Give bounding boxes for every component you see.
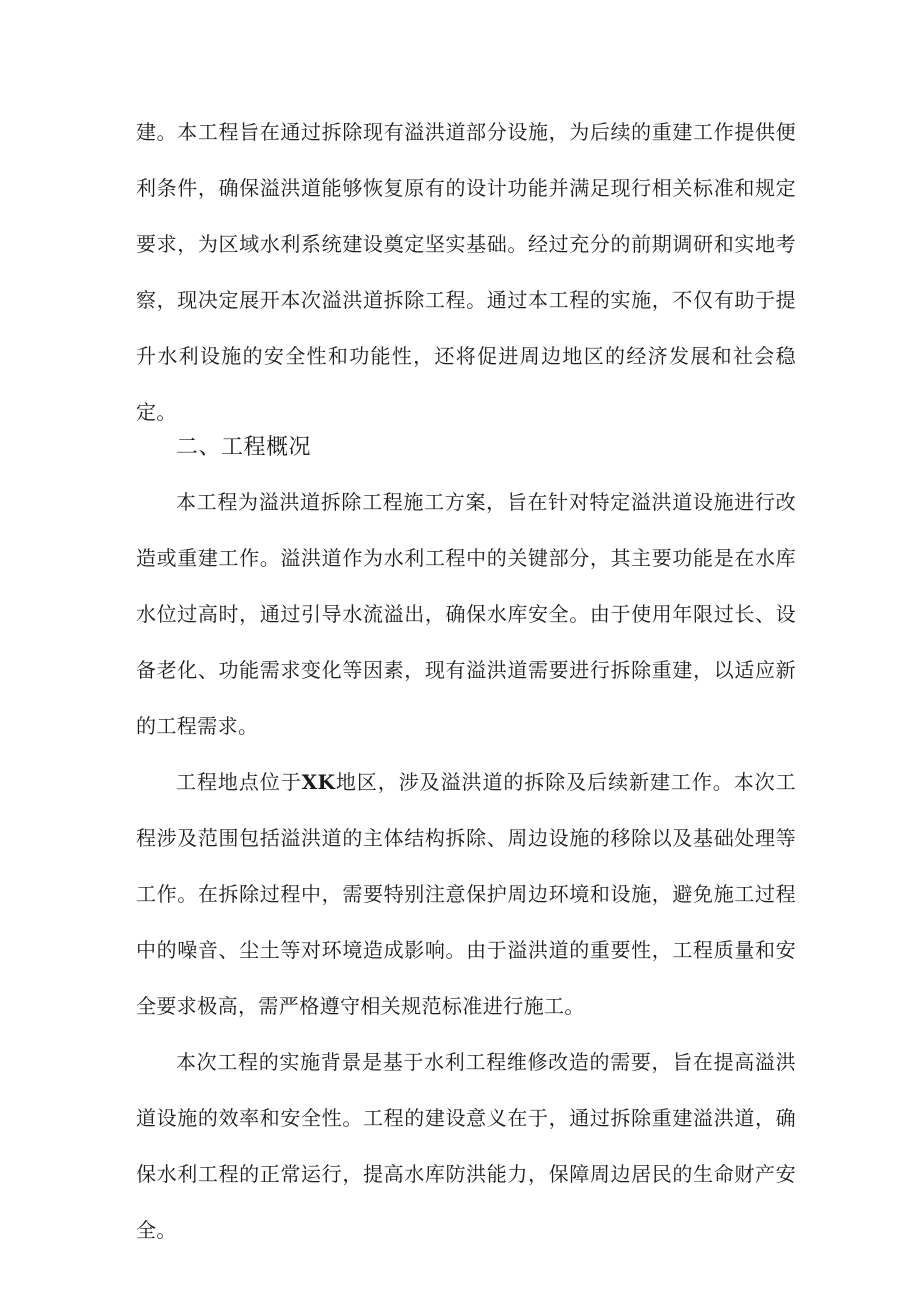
overview-text-block-1 xyxy=(136,474,796,754)
intro-paragraph: 建。本工程旨在通过拆除现有溢洪道部分设施，为后续的重建工作提供便利条件，确保溢洪道能够恢复原有的设计功能并满足现行相关标准和规定要求，为区域水利系统建设奠定坚实基础。经过充分的前期调研和实地考察，现决定展开本次溢洪道拆除工程。通过本工程的实施，不仅有助于提升水利设施的安全性和功能性，还将促进周边地区的经济发展和社会稳定。 xyxy=(136,120,796,424)
section-heading: 二、工程概况 xyxy=(176,435,312,460)
location-code: XK xyxy=(301,770,336,794)
paragraph-2-prefix: 工程地点位于 xyxy=(176,770,302,794)
overview-text-block-3 xyxy=(136,1034,796,1258)
intro-text-block xyxy=(136,104,796,440)
overview-paragraph-1: 本工程为溢洪道拆除工程施工方案，旨在针对特定溢洪道设施进行改造或重建工作。溢洪道作为水利工程中的关键部分，其主要功能是在水库水位过高时，通过引导水流溢出，确保水库安全。由于使用年限过长、设备老化、功能需求变化等因素，现有溢洪道需要进行拆除重建，以适应新的工程需求。 xyxy=(136,490,796,738)
overview-paragraph-2 xyxy=(136,754,796,1034)
paragraph-2-suffix: 地区，涉及溢洪道的拆除及后续新建工作。本次工程涉及范围包括溢洪道的主体结构拆除、周边设施的移除以及基础处理等工作。在拆除过程中，需要特别注意保护周边环境和设施，避免施工过程中的噪音、尘土等对环境造成影响。由于溢洪道的重要性，工程质量和安全要求极高，需严格遵守相关规范标准进行施工。 xyxy=(136,770,796,1018)
overview-paragraph-3: 本次工程的实施背景是基于水利工程维修改造的需要，旨在提高溢洪道设施的效率和安全性。工程的建设意义在于，通过拆除重建溢洪道，确保水利工程的正常运行，提高水库防洪能力，保障周边居民的生命财产安全。 xyxy=(136,1050,796,1242)
overview-text-block-2 xyxy=(136,754,796,1034)
